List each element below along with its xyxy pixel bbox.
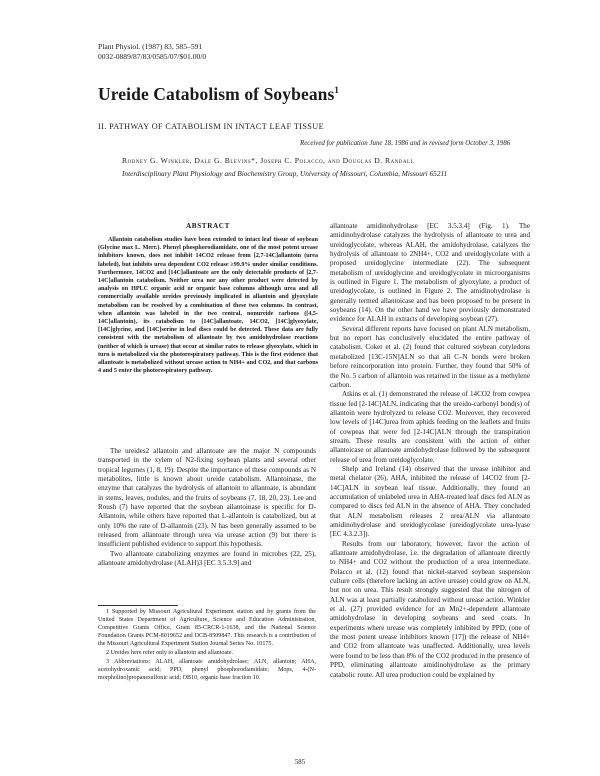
footnotes [98, 608, 316, 683]
footnote: 3 Abbreviations: ALAH, allantoate amidohydrolase; ALN, allantoin; AHA, acetohydroxamic acid; PPD, phenyl phosphorodiamidate; Mops, 4-(N-morpholino)propanesulfonic acid; OB10, organic base fraction 10. [98, 659, 316, 681]
journal-header [98, 42, 206, 61]
abstract-heading: ABSTRACT [186, 222, 230, 230]
page-number: 585 [294, 759, 306, 766]
body-paragraph: Atkins et al. (1) demonstrated the release of 14CO2 from cowpea tissue fed [2-14C]ALN, indicating that the ureido-carbonyl bond(s) of allantoin were hydrolyzed to release CO2. Moreover, they recovered low levels of [14C]urea from aphids feeding on the leaflets and fruits of cowpeas that were fed [2-14C]ALN through the transpiration stream. These results are consistent with the action of either allantoicase or allantoate amidohydrolase followed by the subsequent release of urea from ureidoglycolate. [330, 390, 530, 464]
footnote: 1 Supported by Missouri Agricultural Experiment station and by grants from the United States Department of Agriculture, Science and Education Administration, Competitive Grants Office, Grant 85-CRCR-1-1638, and the National Science Foundation Grants PCM-8019652 and DCB-8509847. This research is a contribution of the Missouri Agricultural Experiment Station Journal Series No. 10175. [98, 609, 316, 647]
body-paragraph: The ureides2 allantoin and allantoate are the major N compounds transported in the xylem of N2-fixing soybean plants and several other tropical legumes (1, 8, 19). Despite the importance of these compounds as N metabolites, little is known about ureide catabolism. Allantoinase, the enzyme that catalyzes the hydrolysis of allantoin to allantoate, is abundant in stems, leaves, nodules, and the fruits of soybeans (7, 18, 20, 23). Lee and Roush (7) have reported that the soybean allantoinase is specific for D-Allantoin, while others have reported that L-allantoin is catabolized, but at only 10% the rate of D-allantoin (23). N has been generally assumed to be released from allantoate through urea via urease action (9) but there is insufficient published evidence to support this hypothesis. [98, 447, 316, 549]
journal-code: 0032-0889/87/83/0585/07/$01.00/0 [98, 51, 207, 61]
right-column-body [330, 222, 530, 680]
body-paragraph: Two allantoate catabolizing enzymes are found in microbes (22, 25), allantoate amidohydrolase (ALAH)3 [EC 3.5.3.9] and [98, 549, 316, 568]
body-paragraph: allantoate amidinohydrolase [EC 3.5.3.4] (Fig. 1). The amidinohydrolase catalyzes the hydrolysis of allantoate to urea and ureidoglycolate, whereas ALAH, the amidohydrolase, catalyzes the hydrolysis of allantoate to 2NH4+, CO2 and ureidoglycolate with a proposed ureidoglycine intermediate (22). The subsequent metabolism of ureidoglycine and ureidoglycolate in microorganisms is outlined in Figure 1. The metabolism of glyoxylate, a product of ureidoglycolate, is outlined in Figure 2. The amidinohydrolase is generally termed allantoicase and has been proposed to be present in soybeans (14). On the other hand we have previously demonstrated evidence for ALAH in extracts of developing soybean (27). [330, 222, 530, 324]
footnote-rule [98, 605, 178, 606]
article-title-text: Ureide Catabolism of Soybeans [98, 84, 335, 104]
body-paragraph: Several different reports have focused on plant ALN metabolism, but no report has conclusively elucidated the entire pathway of catabolism. Coker et al. (2) found that cultured soybean cotyledons metabolized [13C-15N]ALN so that all C–N bonds were broken before reincorporation into protein. Further, they found that 50% of the No. 5 carbon of allantoin was retained in the tissue as a methylene carbon. [330, 324, 530, 389]
received-date: Received for publication June 18, 1986 and in revised form October 3, 1986 [300, 140, 511, 147]
author-affiliation: Interdisciplinary Plant Physiology and Biochemistry Group, University of Missouri, Columbia, Missouri 65211 [122, 169, 448, 178]
article-subtitle: II. PATHWAY OF CATABOLISM IN INTACT LEAF TISSUE [98, 122, 324, 131]
footnote: 2 Ureides here refer only to allantoin and allantoate. [106, 650, 234, 656]
journal-citation: Plant Physiol. (1987) 83, 585–591 [98, 42, 203, 51]
left-column-body [98, 447, 316, 568]
article-title [98, 84, 339, 105]
abstract-text: Allantoin catabolism studies have been extended to intact leaf tissue of soybean (Glycine max L. Merr.). Phenyl phosphorodiamidate, one of the most potent urease inhibitors known, does not inhibit 14CO2 release from [2,7-14C]allantoin (urea labeled), but inhibits urea dependent CO2 release ≥99.9% under similar conditions. Furthermore, 14CO2 and [14C]allantoate are the only detectable products of [2,7-14C]allantoin catabolism. Neither urea nor any other product were detected by analysis on HPLC organic acid or organic base columns although urea and all commercially available ureides previously implicated in allantoin and glyoxylate metabolism can be resolved by a combination of these two columns. In contrast, when allantoin was labeled in the two central, nonureide carbons ([4,5-14C]allantoin), its catabolism to [14C]allantoate, 14CO2, [14C]glyoxylate, [14C]glycine, and [14C]serine in leaf discs could be detected. These data are fully consistent with the metabolism of allantoate by two amidohydrolase reactions (neither of which is urease) that occur at similar rates to release glyoxylate, which in turn is metabolized via the photorespiratory pathway. This is the first evidence that allantoate is metabolized without urease action to NH4+ and CO2, and that carbons 4 and 5 enter the photorespiratory pathway. [98, 237, 318, 375]
title-footnote-marker: 1 [334, 85, 340, 96]
author-list: Rodney G. Winkler, Dale G. Blevins*, Joseph C. Polacco, and Douglas D. Randall [122, 156, 415, 165]
body-paragraph: Shelp and Ireland (14) observed that the urease inhibitor and metal chelator (26), AHA, inhibited the release of 14CO2 from [2-14C]ALN in soybean leaf tissue. Additionally, they found an accumulation of unlabeled urea in AHA-treated leaf discs fed ALN as compared to discs fed ALN in the absence of AHA. They concluded that ALN metabolism releases 2 urea/ALN via allantoate amidinohydrolase and ureidoglycolase (ureidoglycolate urea-lyase [EC 4.3.2.3]). [330, 464, 530, 539]
body-paragraph: Results from our laboratory, however, favor the action of allantoate amidohydrolase, i.e. the degradation of allantoate directly to NH4+ and CO2 without the production of a urea intermediate. Polacco et al. (12) found that nickel-starved soybean suspension culture cells (therefore lacking an active urease) could grow on ALN, but not on urea. This result strongly suggested that the nitrogen of ALN was at least partially catabolized without urease action. Winkler et al. (27) provided evidence for an Mn2+-dependent allantoate amidohydrolase in developing soybeans and seed coats. In experiments where urease was completely inhibited by PPD, (one of the most potent urease inhibitors known [17]) the release of NH4+ and CO2 from allantoate was unaffected. Additionally, urea levels were found to be less than 8% of the CO2 produced in the presence of PPD, eliminating allantoate amidinohydrolase as the primary catabolic route. All urea production could be explained by [330, 539, 530, 679]
